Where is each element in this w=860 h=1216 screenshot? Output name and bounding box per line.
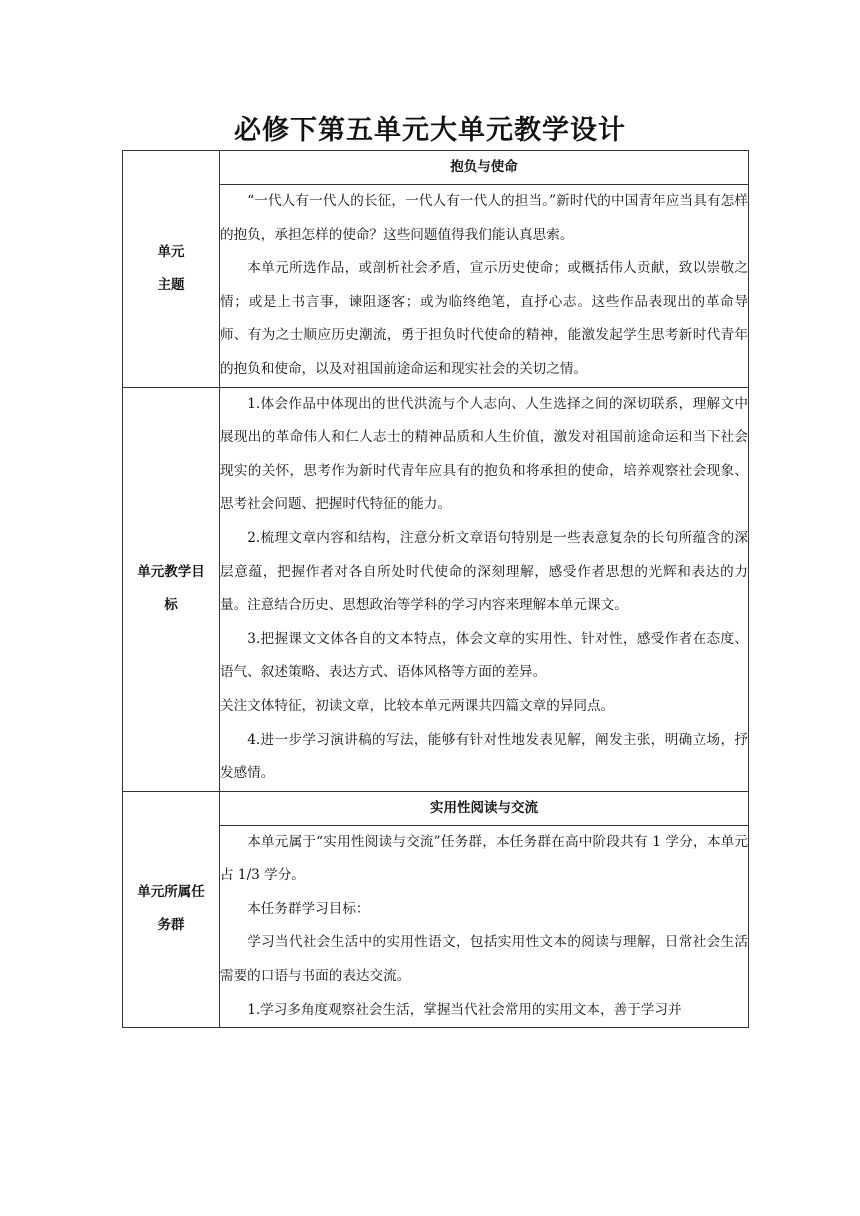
task-group-paragraph-2: 本任务群学习目标： xyxy=(247,900,370,917)
document-title: 必修下第五单元大单元教学设计 xyxy=(234,115,626,146)
theme-label-line2: 主题 xyxy=(157,276,185,293)
theme-label-cell xyxy=(123,151,220,388)
task-group-label-cell xyxy=(123,791,220,1028)
theme-paragraph-2: 本单元所选作品，或剖析社会矛盾，宣示历史使命；或概括伟人贡献，致以崇敬之情；或是上书言事，谏阻逐客；或为临终绝笔，直抒心志。这些作品表现出的革命导师、有为之士顺应历史潮流，勇于担负时代使命的精神，能激发起学生思考新时代青年的抱负和使命，以及对祖国前途命运和现实社会的关切之情。 xyxy=(220,260,748,377)
theme-heading: 抱负与使命 xyxy=(220,151,749,185)
task-group-label-line2: 务群 xyxy=(157,917,185,934)
task-group-body xyxy=(220,825,749,1028)
goals-label-line1: 单元教学目 xyxy=(137,564,205,581)
goals-paragraph-1: 1.体会作品中体现出的世代洪流与个人志向、人生选择之间的深切联系，理解文中展现出的革命伟人和仁人志士的精神品质和人生价值，激发对祖国前途命运和当下社会现实的关怀，思考作为新时代青年应具有的抱负和将承担的使命，培养观察社会现象、思考社会问题、把握时代特征的能力。 xyxy=(220,395,748,513)
goals-paragraph-4: 关注文体特征，初读文章，比较本单元两课共四篇文章的异同点。 xyxy=(220,697,615,714)
theme-body xyxy=(220,185,749,388)
goals-label-line2: 标 xyxy=(164,597,178,614)
goals-paragraph-2: 2.梳理文章内容和结构，注意分析文章语句特别是一些表意复杂的长句所蕴含的深层意蕴，把握作者对各自所处时代使命的深刻理解，感受作者思想的光辉和表达的力量。注意结合历史、思想政治等学科的学习内容来理解本单元课文。 xyxy=(220,529,748,614)
theme-label-line1: 单元 xyxy=(157,243,185,260)
goals-paragraph-3: 3.把握课文文体各自的文本特点，体会文章的实用性、针对性，感受作者在态度、语气、叙述策略、表达方式、语体风格等方面的差异。 xyxy=(220,630,748,681)
theme-paragraph-1: “一代人有一代人的长征，一代人有一代人的担当。”新时代的中国青年应当具有怎样的抱负，承担怎样的使命？这些问题值得我们能认真思索。 xyxy=(220,193,748,243)
task-group-paragraph-1: 本单元属于“实用性阅读与交流”任务群，本任务群在高中阶段共有 1 学分，本单元占 1/3 学分。 xyxy=(220,833,748,884)
unit-design-table xyxy=(122,150,749,1028)
goals-body xyxy=(220,387,749,791)
task-group-label-line1: 单元所属任 xyxy=(137,884,205,901)
task-group-paragraph-4: 1.学习多角度观察社会生活，掌握当代社会常用的实用文本，善于学习并 xyxy=(247,1001,682,1018)
task-group-heading: 实用性阅读与交流 xyxy=(220,791,749,825)
goals-paragraph-5: 4.进一步学习演讲稿的写法，能够有针对性地发表见解，阐发主张，明确立场，抒发感情。 xyxy=(220,731,748,782)
task-group-paragraph-3: 学习当代社会生活中的实用性语文，包括实用性文本的阅读与理解，日常社会生活需要的口语与书面的表达交流。 xyxy=(220,934,748,985)
goals-label-cell xyxy=(123,387,220,791)
